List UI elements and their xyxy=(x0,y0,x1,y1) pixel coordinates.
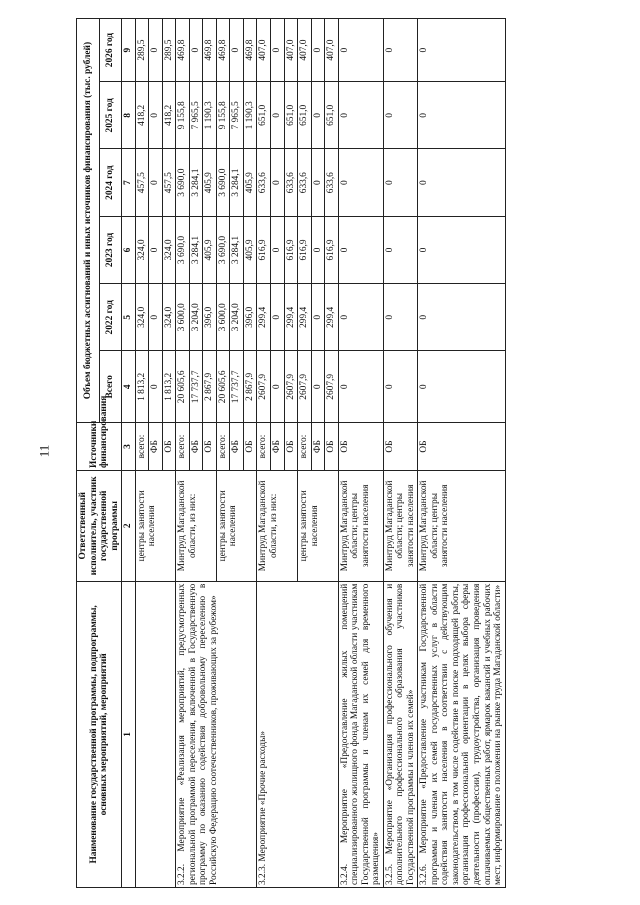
budget-table xyxy=(76,18,506,888)
page-number: 11 xyxy=(36,444,52,458)
table-row xyxy=(383,19,418,888)
index-cell: 3 xyxy=(122,423,136,471)
table-row xyxy=(257,19,271,888)
value-cell: 469,8 xyxy=(243,19,257,82)
index-cell: 2 xyxy=(122,470,136,581)
value-cell: 289,5 xyxy=(162,19,176,82)
value-cell: 407,0 xyxy=(284,19,298,82)
value-cell: 0 xyxy=(311,284,325,351)
source-cell: ОБ xyxy=(203,423,217,471)
table-row xyxy=(418,19,505,888)
value-cell: 3 600,0 xyxy=(176,284,190,351)
value-cell: 407,0 xyxy=(257,19,271,82)
executor-cell: Минтруд Магаданской области; центры занятости населения xyxy=(338,470,383,581)
source-cell: ФБ xyxy=(270,423,284,471)
value-cell: 0 xyxy=(149,284,163,351)
value-cell: 3 690,0 xyxy=(176,149,190,216)
source-cell: ОБ xyxy=(243,423,257,471)
source-cell: ОБ xyxy=(338,423,383,471)
value-cell: 3 284,1 xyxy=(189,149,203,216)
value-cell: 396,0 xyxy=(243,284,257,351)
value-cell: 651,0 xyxy=(284,82,298,149)
value-cell: 0 xyxy=(270,216,284,283)
header-2026: 2026 год xyxy=(99,19,122,82)
value-cell: 0 xyxy=(383,216,418,283)
executor-cell: Минтруд Магаданской области; центры занятости населения xyxy=(383,470,418,581)
executor-cell: центры занятости населения xyxy=(216,470,257,581)
source-cell: ОБ xyxy=(383,423,418,471)
value-cell: 324,0 xyxy=(162,216,176,283)
value-cell: 457,5 xyxy=(162,149,176,216)
value-cell: 0 xyxy=(270,351,284,423)
value-cell: 2607,9 xyxy=(284,351,298,423)
value-cell: 0 xyxy=(189,19,203,82)
index-cell: 9 xyxy=(122,19,136,82)
value-cell: 0 xyxy=(383,82,418,149)
value-cell: 299,4 xyxy=(298,284,312,351)
value-cell: 1 813,2 xyxy=(135,351,149,423)
value-cell: 1 190,3 xyxy=(203,82,217,149)
value-cell: 3 204,0 xyxy=(230,284,244,351)
value-cell: 0 xyxy=(311,82,325,149)
value-cell: 3 284,1 xyxy=(189,216,203,283)
value-cell: 20 605,6 xyxy=(216,351,230,423)
value-cell: 405,9 xyxy=(243,216,257,283)
index-row xyxy=(122,19,136,888)
source-cell: всего: xyxy=(216,423,230,471)
index-cell: 6 xyxy=(122,216,136,283)
header-name: Наименование государственной программы, подпрограммы, основных мероприятий, мероприятий xyxy=(77,581,122,887)
value-cell: 0 xyxy=(383,149,418,216)
value-cell: 405,9 xyxy=(203,149,217,216)
value-cell: 633,6 xyxy=(284,149,298,216)
source-cell: ОБ xyxy=(418,423,505,471)
index-cell: 8 xyxy=(122,82,136,149)
value-cell: 9 155,8 xyxy=(216,82,230,149)
index-cell: 1 xyxy=(122,581,136,887)
value-cell: 396,0 xyxy=(203,284,217,351)
value-cell: 299,4 xyxy=(325,284,339,351)
executor-cell: Минтруд Магаданской области, из них: xyxy=(176,470,217,581)
value-cell: 299,4 xyxy=(257,284,271,351)
value-cell: 0 xyxy=(149,351,163,423)
value-cell: 2607,9 xyxy=(325,351,339,423)
value-cell: 289,5 xyxy=(135,19,149,82)
value-cell: 0 xyxy=(270,19,284,82)
value-cell: 3 690,0 xyxy=(176,216,190,283)
source-cell: ОБ xyxy=(325,423,339,471)
value-cell: 0 xyxy=(149,82,163,149)
value-cell: 17 737,7 xyxy=(189,351,203,423)
measure-name: 3.2.5. Мероприятие «Организация профессионального обучения и дополнительного профессионального образования участников Государственной программы и членов их семей» xyxy=(383,581,418,887)
source-cell: ФБ xyxy=(149,423,163,471)
value-cell: 616,9 xyxy=(284,216,298,283)
value-cell: 3 204,0 xyxy=(189,284,203,351)
value-cell: 0 xyxy=(311,19,325,82)
value-cell: 0 xyxy=(149,216,163,283)
value-cell: 0 xyxy=(149,19,163,82)
index-cell: 4 xyxy=(122,351,136,423)
value-cell: 20 605,6 xyxy=(176,351,190,423)
value-cell: 0 xyxy=(418,216,505,283)
value-cell: 0 xyxy=(270,149,284,216)
value-cell: 0 xyxy=(270,284,284,351)
index-cell: 5 xyxy=(122,284,136,351)
value-cell: 7 965,5 xyxy=(189,82,203,149)
value-cell: 0 xyxy=(338,284,383,351)
value-cell: 469,8 xyxy=(216,19,230,82)
budget-table-rotated xyxy=(76,18,601,888)
value-cell: 9 155,8 xyxy=(176,82,190,149)
measure-name: 3.2.2. Мероприятие «Реализация мероприятий, предусмотренных региональной программой переселения, включенной в Государственную программу по оказанию содействия добровольному переселению в Российскую Федерацию соотечественников, проживающих за рубежом» xyxy=(176,581,257,887)
value-cell: 633,6 xyxy=(298,149,312,216)
source-cell: ФБ xyxy=(311,423,325,471)
value-cell: 0 xyxy=(383,284,418,351)
measure-name: 3.2.4. Мероприятие «Предоставление жилых помещений специализированного жилищного фонда Магаданской области участникам Государственной программы и членам их семей для временного размещения» xyxy=(338,581,383,887)
header-source: Источники финансирования xyxy=(77,423,122,471)
value-cell: 2607,9 xyxy=(257,351,271,423)
source-cell: ОБ xyxy=(162,423,176,471)
header-funding: Объем бюджетных ассигнований и иных источников финансирования (тыс. рублей) xyxy=(77,19,100,423)
value-cell: 0 xyxy=(383,351,418,423)
executor-cell: центры занятости населения xyxy=(135,470,176,581)
value-cell: 405,9 xyxy=(203,216,217,283)
header-2025: 2025 год xyxy=(99,82,122,149)
value-cell: 457,5 xyxy=(135,149,149,216)
value-cell: 0 xyxy=(270,82,284,149)
table-body xyxy=(135,19,505,888)
value-cell: 324,0 xyxy=(135,216,149,283)
value-cell: 407,0 xyxy=(298,19,312,82)
value-cell: 3 284,1 xyxy=(230,216,244,283)
executor-cell: Минтруд Магаданской области, из них: xyxy=(257,470,298,581)
value-cell: 651,0 xyxy=(298,82,312,149)
source-cell: ФБ xyxy=(189,423,203,471)
value-cell: 3 690,0 xyxy=(216,149,230,216)
measure-name: 3.2.6. Мероприятие «Предоставление участникам Государственной программы и членам их семей государственных услуг в области содействия занятости населения в соответствии с действующим законодательством, в том числе содействие в поиске подходящей работы, организация профессиональной ориентации в целях выбора сферы деятельности (профессии), трудоустройства, организация проведения оплачиваемых общественных работ, ярмарок вакансий и учебных рабочих мест, информирование о положении на рынке труда Магаданской области» xyxy=(418,581,505,887)
table-row xyxy=(338,19,383,888)
measure-name: 3.2.3. Мероприятие «Прочие расходы» xyxy=(257,581,338,887)
value-cell: 418,2 xyxy=(135,82,149,149)
value-cell: 418,2 xyxy=(162,82,176,149)
value-cell: 3 600,0 xyxy=(216,284,230,351)
value-cell: 633,6 xyxy=(257,149,271,216)
source-cell: всего: xyxy=(176,423,190,471)
source-cell: ФБ xyxy=(230,423,244,471)
value-cell: 0 xyxy=(338,19,383,82)
value-cell: 1 190,3 xyxy=(243,82,257,149)
value-cell: 469,8 xyxy=(203,19,217,82)
executor-cell: центры занятости населения xyxy=(298,470,339,581)
value-cell: 0 xyxy=(149,149,163,216)
value-cell: 0 xyxy=(418,351,505,423)
value-cell: 2607,9 xyxy=(298,351,312,423)
header-executor: Ответственный исполнитель, участник государственной программы xyxy=(77,470,122,581)
header-2023: 2023 год xyxy=(99,216,122,283)
value-cell: 0 xyxy=(338,216,383,283)
value-cell: 0 xyxy=(418,149,505,216)
value-cell: 651,0 xyxy=(325,82,339,149)
header-2024: 2024 год xyxy=(99,149,122,216)
index-cell: 7 xyxy=(122,149,136,216)
value-cell: 633,6 xyxy=(325,149,339,216)
value-cell: 3 690,0 xyxy=(216,216,230,283)
value-cell: 0 xyxy=(383,19,418,82)
value-cell: 17 737,7 xyxy=(230,351,244,423)
table-row xyxy=(176,19,190,888)
value-cell: 0 xyxy=(311,351,325,423)
table-row xyxy=(135,19,149,888)
value-cell: 2 867,9 xyxy=(243,351,257,423)
source-cell: всего: xyxy=(298,423,312,471)
measure-name xyxy=(135,581,176,887)
value-cell: 7 965,5 xyxy=(230,82,244,149)
value-cell: 405,9 xyxy=(243,149,257,216)
value-cell: 616,9 xyxy=(257,216,271,283)
value-cell: 0 xyxy=(338,149,383,216)
value-cell: 0 xyxy=(230,19,244,82)
executor-cell: Минтруд Магаданской области; центры занятости населения xyxy=(418,470,505,581)
header-total: Всего xyxy=(99,351,122,423)
source-cell: всего: xyxy=(135,423,149,471)
value-cell: 651,0 xyxy=(257,82,271,149)
value-cell: 324,0 xyxy=(162,284,176,351)
value-cell: 407,0 xyxy=(325,19,339,82)
value-cell: 616,9 xyxy=(325,216,339,283)
value-cell: 324,0 xyxy=(135,284,149,351)
value-cell: 0 xyxy=(418,82,505,149)
value-cell: 0 xyxy=(418,19,505,82)
value-cell: 2 867,9 xyxy=(203,351,217,423)
value-cell: 0 xyxy=(338,351,383,423)
value-cell: 0 xyxy=(418,284,505,351)
source-cell: ОБ xyxy=(284,423,298,471)
value-cell: 0 xyxy=(311,149,325,216)
value-cell: 0 xyxy=(338,82,383,149)
value-cell: 3 284,1 xyxy=(230,149,244,216)
value-cell: 0 xyxy=(311,216,325,283)
header-2022: 2022 год xyxy=(99,284,122,351)
value-cell: 1 813,2 xyxy=(162,351,176,423)
value-cell: 469,8 xyxy=(176,19,190,82)
value-cell: 616,9 xyxy=(298,216,312,283)
source-cell: всего: xyxy=(257,423,271,471)
value-cell: 299,4 xyxy=(284,284,298,351)
